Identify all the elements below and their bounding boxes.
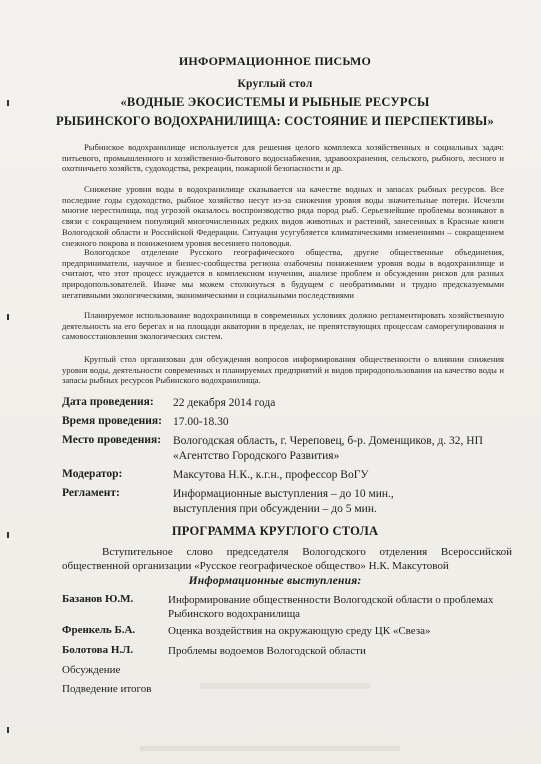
program-intro: Вступительное слово председателя Вологодского отделения Всероссийской общественной организации «Русское географическое общество» Н.К. Максутовой: [62, 546, 512, 572]
venue-value: Вологодская область, г. Череповец, б-р. Доменщиков, д. 32, НП «Агентство Городского Развития»: [173, 435, 483, 462]
speaker-name: Базанов Ю.М.: [62, 593, 134, 605]
time-label: Время проведения:: [62, 415, 162, 427]
speaker-topic: Информирование общественности Вологодской области о проблемах Рыбинского водохранилища: [168, 594, 494, 620]
program-heading: ПРОГРАММА КРУГЛОГО СТОЛА: [171, 524, 379, 538]
schedule-label: Регламент:: [62, 487, 120, 499]
event-title-line-1: «ВОДНЫЕ ЭКОСИСТЕМЫ И РЫБНЫЕ РЕСУРСЫ: [120, 95, 430, 109]
body-paragraph: Снижение уровня воды в водохранилище сказывается на качестве водных и запасах рыбных ресурсов. Все последние годы судоходство, рыбное хозяйство несут из-за снижения уровня воды значительные потери. Исчезли многие нерестилища, под угрозой оказалось воспроизводство ряда пород рыб. Серьезнейшие проблемы возникают в связи с сокращением популяций многочисленных редких видов животных и растений, занесенных в Красные книги Вологодской области и Российской Федерации. Ситуация усугубляется климатическими изменениями – сокращением снежного покрова и понижением уровня весеннего половодья.: [62, 184, 504, 248]
bleed-through-mark: [200, 683, 370, 689]
body-paragraph: Планируемое использование водохранилища в современных условиях должно регламентировать хозяйственную деятельность на его берегах и на площади акватории в пределах, не препятствующих процессам саморегулирования и самовосстановления экологических систем.: [62, 310, 504, 342]
moderator-value: Максутова Н.К., к.г.н., профессор ВоГУ: [173, 469, 369, 481]
speaker-topic: Оценка воздействия на окружающую среду ЦК «Свеза»: [168, 625, 431, 637]
date-value: 22 декабря 2014 года: [173, 397, 276, 409]
bleed-through-mark: [140, 746, 400, 751]
event-type-heading: Круглый стол: [237, 78, 313, 90]
body-paragraph: Круглый стол организован для обсуждения вопросов информирования общественности о влиянии снижения уровня воды, деятельности современных и планируемых предприятий и видов природопользования на качество воды и запасы рыбных ресурсов Рыбинского водохранилища.: [62, 354, 504, 386]
venue-label: Место проведения:: [62, 434, 162, 446]
speaker-name: Болотова Н.Л.: [62, 644, 134, 656]
date-label: Дата проведения:: [62, 396, 154, 408]
body-paragraph: Рыбинское водохранилище используется для решения целого комплекса хозяйственных и социальных задач: питьевого, промышленного и хозяйственно-бытового водоснабжения, здравоохранения, сельского, рыбного, лесного и охотничьего хозяйств, судоходства, рекреации, пожарной безопасности и др.: [62, 142, 504, 174]
margin-mark: [7, 532, 9, 538]
time-value: 17.00-18.30: [173, 416, 229, 428]
document-type-heading: ИНФОРМАЦИОННОЕ ПИСЬМО: [178, 54, 372, 68]
moderator-label: Модератор:: [62, 468, 123, 480]
speaker-topic: Проблемы водоемов Вологодской области: [168, 645, 366, 657]
speaker-name: Френкель Б.А.: [62, 624, 136, 636]
discussion-item: Обсуждение: [62, 664, 121, 676]
margin-mark: [7, 727, 9, 733]
summary-item: Подведение итогов: [62, 683, 152, 695]
body-paragraph: Вологодское отделение Русского географического общества, другие общественные объединения, предприниматели, научное и бизнес-сообщества региона озабочены понижением уровня воды в водохранилище и считают, что этот процесс нуждается в комплексном изучении, анализе проблем и обсуждении рисков для разных природопользователей. Иначе мы можем столкнуться в будущем с необратимыми и трудно предсказуемыми негативными экологическими, экономическими и социальными последствиями: [62, 247, 504, 300]
schedule-value: Информационные выступления – до 10 мин., выступления при обсуждении – до 5 мин.: [173, 488, 394, 515]
event-title-line-2: РЫБИНСКОГО ВОДОХРАНИЛИЩА: СОСТОЯНИЕ И ПЕРСПЕКТИВЫ»: [56, 114, 494, 128]
margin-mark: [7, 100, 9, 106]
program-subheading: Информационные выступления:: [188, 575, 362, 587]
margin-mark: [7, 314, 9, 320]
